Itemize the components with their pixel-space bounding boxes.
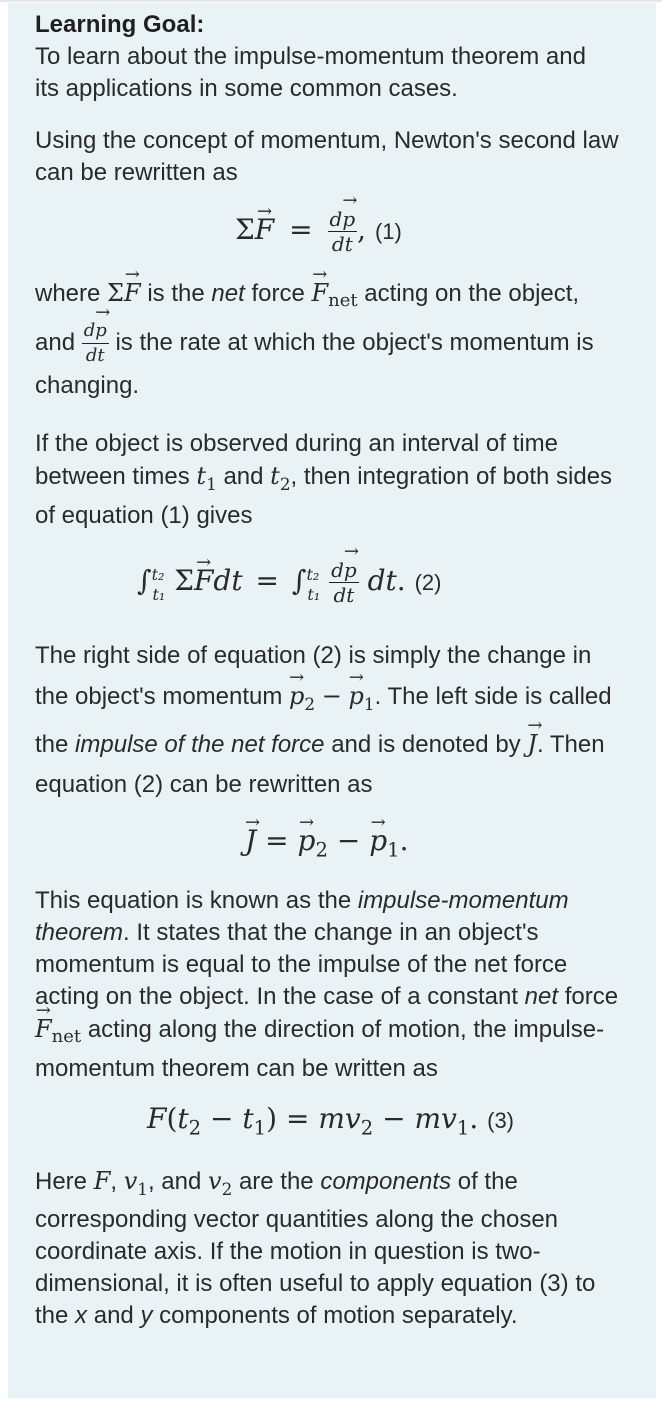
impulse-paragraph: The right side of equation (2) is simply the change in the object's momentum → $p_2$ − → $p_1$. The left side is called the impulse of the net force and is denoted by → J. Then equation (2) can be rewritten as <box>35 636 625 805</box>
learning-goal-heading: Learning Goal: <box>35 11 205 38</box>
equation-3-label: (3) <box>487 1107 515 1133</box>
equation-1-label: (1) <box>374 219 402 244</box>
top-divider <box>0 0 662 2</box>
intro-paragraph: Using the concept of momentum, Newton's second law can be rewritten as <box>35 127 619 186</box>
equation-2: ∫$^{t_2}_{t_1}$ Σ→ Fdt = ∫$^{t_2}_{t_1}$ $\frac{d\to p}{dt}$ dt. (2) <box>35 532 656 636</box>
components-paragraph: Here F, $v_1$, and $v_2$ are the components of the corresponding vector quantities along the chosen coordinate axis. If the motion in question is two-dimensional, it is often useful to apply equation (3) to the x and y components of motion separately. <box>35 1166 596 1330</box>
integration-paragraph: If the object is observed during an interval of time between times $t_1$ and $t_2$, then integration of both sides of equation (1) gives <box>35 430 613 529</box>
equation-2-label: (2) <box>414 569 442 595</box>
equation-impulse: → J = → $p_2$ − → $p_1$. <box>35 805 656 885</box>
goal-text: To learn about the impulse-momentum theorem and its applications in some common cases. <box>35 43 586 102</box>
net-force-paragraph: where Σ→ F is the net force → $F_{net}$ acting on the object, and $\frac{d\to p}{dt}$ is the rate at which the object's momentum is changing. <box>35 275 625 404</box>
theorem-paragraph: This equation is known as the impulse-momentum theorem. It states that the change in an object's momentum is equal to the impulse of the net force acting on the object. In the case of a constant net force → $F_{net}$ acting along the direction of motion, the impulse-momentum theorem can be written as <box>35 885 627 1085</box>
learning-goal-panel <box>8 3 656 1398</box>
equation-3: $F(t_2 - t_1) = mv_2 - mv_1$. (3) <box>147 1101 515 1140</box>
equation-1: Σ→ F = $\frac{d\to p}{dt}$ , (1) <box>35 189 656 275</box>
